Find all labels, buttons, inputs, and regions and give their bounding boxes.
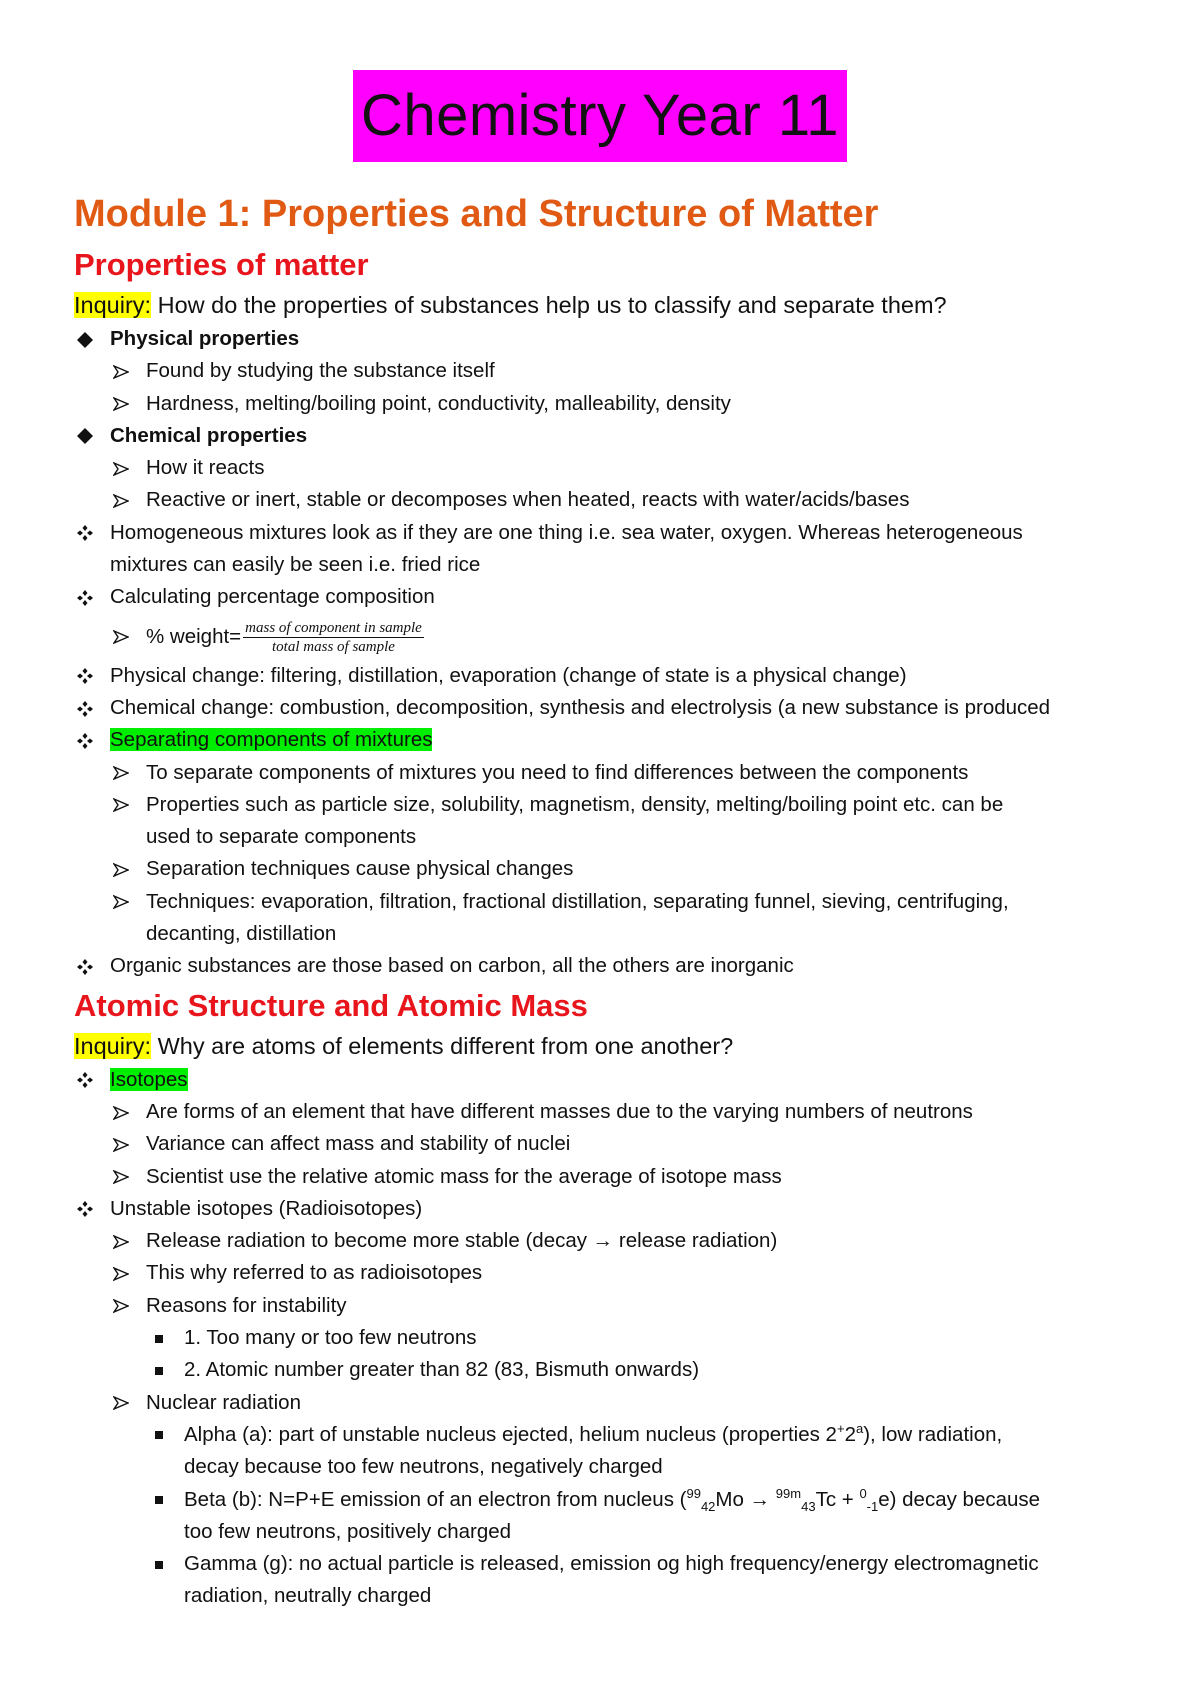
document-content [74, 186, 1134, 1613]
arrowhead-bullet-icon [110, 1128, 132, 1160]
square-bullet-icon [148, 1322, 170, 1354]
list-item-continuation: radiation, neutrally charged [184, 1584, 432, 1608]
arrowhead-bullet-icon [110, 1387, 132, 1419]
four-diamond-bullet-icon [74, 692, 96, 724]
arrowhead-bullet-icon [110, 1096, 132, 1128]
list-item: Chemical change: combustion, decomposition, synthesis and electrolysis (a new substance is produced [74, 692, 1134, 724]
list-item-continuation: mixtures can easily be seen i.e. fried rice [110, 553, 481, 577]
four-diamond-bullet-icon [74, 1064, 96, 1096]
list-item-continuation: decanting, distillation [146, 922, 337, 946]
list-item: To separate components of mixtures you need to find differences between the components [74, 757, 1134, 789]
arrowhead-bullet-icon [110, 452, 132, 484]
percentage-formula: $\frac{\text{mass of component in sample}}{\text{total mass of sample}}$ [245, 619, 422, 655]
list-item: Techniques: evaporation, filtration, fractional distillation, separating funnel, sieving, centrifuging, [74, 886, 1134, 918]
diamond-bullet-icon [74, 420, 96, 452]
arrowhead-bullet-icon [110, 853, 132, 885]
list-item-alpha: Alpha (a): part of unstable nucleus ejected, helium nucleus (properties 2+2$^a$), low radiation, [74, 1419, 1134, 1451]
list-item: Reasons for instability [74, 1290, 1134, 1322]
list-item: This why referred to as radioisotopes [74, 1257, 1134, 1289]
square-bullet-icon [148, 1484, 170, 1516]
list-item-gamma: Gamma (g): no actual particle is released, emission og high frequency/energy electromagnetic [74, 1548, 1134, 1580]
arrowhead-bullet-icon [110, 1257, 132, 1289]
diamond-bullet-icon [74, 323, 96, 355]
list-item: Variance can affect mass and stability of nuclei [74, 1128, 1134, 1160]
list-item: Homogeneous mixtures look as if they are one thing i.e. sea water, oxygen. Whereas heterogeneous [74, 517, 1134, 549]
list-item: Properties such as particle size, solubility, magnetism, density, melting/boiling point etc. can be [74, 789, 1134, 821]
arrowhead-bullet-icon [110, 789, 132, 821]
formula-item: % weight= $\frac{\text{mass of component in sample}}{\text{total mass of sample}}$ [74, 614, 1134, 660]
inquiry-atomic [74, 1029, 1134, 1064]
list-item: Scientist use the relative atomic mass for the average of isotope mass [74, 1161, 1134, 1193]
list-item-continuation: used to separate components [146, 825, 417, 849]
list-item: Physical change: filtering, distillation, evaporation (change of state is a physical change) [74, 660, 1134, 692]
inquiry-text: Why are atoms of elements different from one another? [151, 1032, 734, 1059]
list-item: Release radiation to become more stable (decay → release radiation) [74, 1225, 1134, 1257]
arrowhead-bullet-icon [110, 614, 132, 660]
list-item: Separation techniques cause physical changes [74, 853, 1134, 885]
title-block [0, 70, 1200, 162]
inquiry-label: Inquiry: [74, 1032, 152, 1059]
list-item-continuation: decay because too few neutrons, negatively charged [184, 1455, 663, 1479]
arrowhead-bullet-icon [110, 484, 132, 516]
four-diamond-bullet-icon [74, 950, 96, 982]
arrowhead-bullet-icon [110, 886, 132, 918]
list-item: Are forms of an element that have different masses due to the varying numbers of neutrons [74, 1096, 1134, 1128]
arrowhead-bullet-icon [110, 1225, 132, 1257]
list-item: Hardness, melting/boiling point, conductivity, malleability, density [74, 388, 1134, 420]
four-diamond-bullet-icon [74, 581, 96, 613]
list-item: 2. Atomic number greater than 82 (83, Bismuth onwards) [74, 1354, 1134, 1386]
square-bullet-icon [148, 1419, 170, 1451]
inquiry-text: How do the properties of substances help us to classify and separate them? [151, 292, 947, 318]
four-diamond-bullet-icon [74, 724, 96, 756]
list-item: Nuclear radiation [74, 1387, 1134, 1419]
four-diamond-bullet-icon [74, 660, 96, 692]
list-item: Organic substances are those based on carbon, all the others are inorganic [74, 950, 1134, 982]
inquiry-properties [74, 288, 1134, 323]
section-heading-properties: Properties of matter [74, 247, 369, 282]
section-heading-atomic: Atomic Structure and Atomic Mass [74, 987, 588, 1023]
square-bullet-icon [148, 1548, 170, 1580]
arrowhead-bullet-icon [110, 355, 132, 387]
list-item: Separating components of mixtures [74, 724, 1134, 756]
arrowhead-bullet-icon [110, 1161, 132, 1193]
list-item: Isotopes [74, 1064, 1134, 1096]
arrowhead-bullet-icon [110, 1290, 132, 1322]
inquiry-label: Inquiry: [74, 292, 152, 318]
list-item: Calculating percentage composition [74, 581, 1134, 613]
list-item-beta: Beta (b): N=P+E emission of an electron from nucleus ($^{99}_{42}$Mo → $^{99m}_{43}$Tc + $^0_{-1}$e) decay because [74, 1484, 1134, 1516]
list-item: 1. Too many or too few neutrons [74, 1322, 1134, 1354]
list-item: Unstable isotopes (Radioisotopes) [74, 1193, 1134, 1225]
square-bullet-icon [148, 1354, 170, 1386]
page-title: Chemistry Year 11 [353, 70, 847, 162]
arrowhead-bullet-icon [110, 757, 132, 789]
list-item: Reactive or inert, stable or decomposes when heated, reacts with water/acids/bases [74, 484, 1134, 516]
arrowhead-bullet-icon [110, 388, 132, 420]
list-item: Found by studying the substance itself [74, 355, 1134, 387]
list-item-continuation: too few neutrons, positively charged [184, 1519, 512, 1543]
list-item: Chemical properties [74, 420, 1134, 452]
four-diamond-bullet-icon [74, 517, 96, 549]
four-diamond-bullet-icon [74, 1193, 96, 1225]
module-heading: Module 1: Properties and Structure of Matter [74, 193, 879, 235]
list-item: Physical properties [74, 323, 1134, 355]
list-item: How it reacts [74, 452, 1134, 484]
